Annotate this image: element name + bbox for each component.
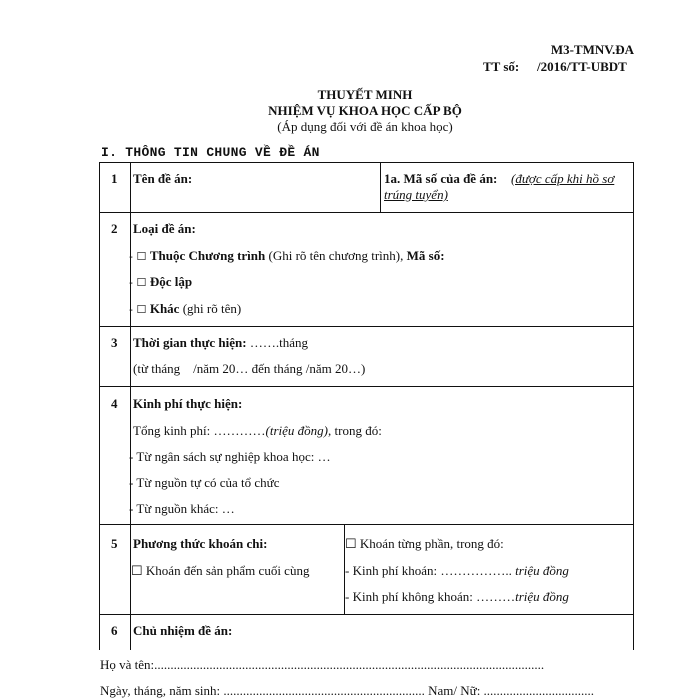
project-code-note-cont: trúng tuyển): [384, 187, 448, 202]
duration-line: Thời gian thực hiện: …….tháng: [133, 335, 308, 350]
non-contract-budget-line: - Kinh phí không khoán: ………triệu đồng: [345, 589, 569, 604]
contract-option-final-product[interactable]: ☐ Khoán đến sản phẩm cuối cùng: [131, 563, 310, 578]
project-leader-label: Chủ nhiệm đề án:: [133, 623, 233, 638]
tt-label: TT số:: [483, 59, 520, 74]
type-option-independent[interactable]: - ☐ Độc lập: [129, 274, 193, 289]
row-number: 2: [111, 221, 118, 236]
contract-option-partial[interactable]: ☐ Khoán từng phần, trong đó:: [345, 536, 504, 551]
leader-dob-gender-field[interactable]: Ngày, tháng, năm sinh: .............................................................. Nam/ Nữ: ..................................: [100, 683, 595, 698]
budget-source-other: - Từ nguồn khác: …: [129, 501, 235, 516]
duration-range: (từ tháng /năm 20… đến tháng /năm 20…): [133, 361, 366, 376]
project-name-label: Tên đề án:: [133, 171, 193, 186]
form-code: M3-TMNV.ĐA: [550, 42, 634, 57]
project-code-label: 1a. Mã số của đề án:: [384, 171, 498, 186]
budget-total: Tổng kinh phí: …………(triệu đồng), trong đó:: [133, 423, 382, 438]
row-number: 1: [111, 171, 118, 186]
budget-label: Kinh phí thực hiện:: [133, 396, 243, 411]
leader-name-field[interactable]: Họ và tên:........................................................................................................................: [100, 657, 545, 672]
contract-method-label: Phương thức khoán chi:: [133, 536, 268, 551]
document-subtitle: NHIỆM VỤ KHOA HỌC CẤP BỘ: [268, 103, 462, 118]
row-number: 5: [111, 536, 118, 551]
project-type-label: Loại đề án:: [133, 221, 196, 236]
document-note: (Áp dụng đối với đề án khoa học): [277, 119, 453, 134]
section-heading: I. THÔNG TIN CHUNG VỀ ĐỀ ÁN: [101, 145, 320, 160]
tt-value: /2016/TT-UBDT: [537, 59, 627, 74]
budget-source-science: - Từ ngân sách sự nghiệp khoa học: …: [129, 449, 331, 464]
row-number: 3: [111, 335, 118, 350]
contract-budget-line: - Kinh phí khoán: …………….. triệu đồng: [345, 563, 569, 578]
type-option-other[interactable]: - ☐ Khác (ghi rõ tên): [129, 301, 242, 316]
project-code-note: (được cấp khi hồ sơ: [511, 171, 615, 186]
type-option-program[interactable]: - ☐ Thuộc Chương trình (Ghi rõ tên chương trình), Mã số:: [129, 248, 445, 263]
row-number: 4: [111, 396, 118, 411]
document-title: THUYẾT MINH: [317, 87, 413, 102]
budget-source-own: - Từ nguồn tự có của tổ chức: [129, 475, 280, 490]
row-number: 6: [111, 623, 118, 638]
